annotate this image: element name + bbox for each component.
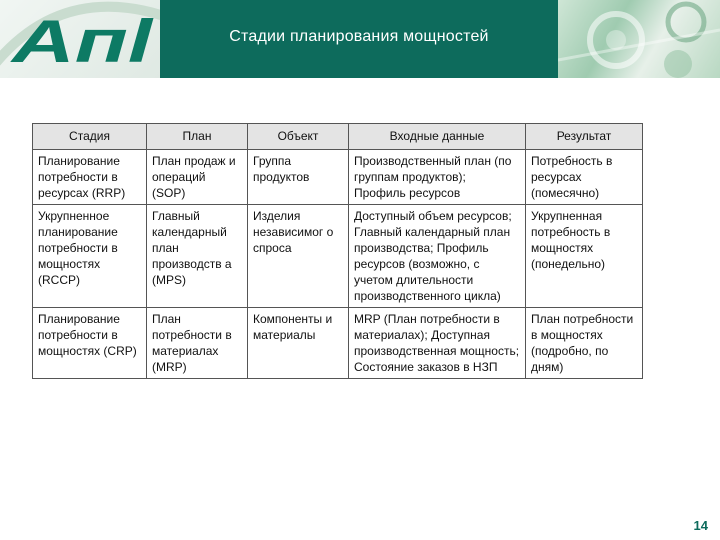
slide-header bbox=[0, 0, 720, 78]
table-cell: Главный календарный план производств а (MPS) bbox=[147, 205, 248, 308]
table-cell: План потребности в мощностях (подробно, по дням) bbox=[526, 308, 643, 379]
title-band bbox=[160, 0, 558, 78]
table-header-row bbox=[33, 124, 643, 150]
table-row bbox=[33, 150, 643, 205]
header-photo-icon bbox=[558, 0, 720, 78]
table-row bbox=[33, 308, 643, 379]
header-photo bbox=[558, 0, 720, 78]
table-cell: Укрупненное планирование потребности в мощностях (RCCP) bbox=[33, 205, 147, 308]
slide-title: Стадии планирования мощностей bbox=[229, 28, 489, 45]
table-cell: План продаж и операций (SOP) bbox=[147, 150, 248, 205]
api-logo-icon bbox=[0, 0, 160, 78]
page-number: 14 bbox=[693, 518, 708, 533]
table-cell: Планирование потребности в мощностях (CRP) bbox=[33, 308, 147, 379]
table-cell: Группа продуктов bbox=[248, 150, 349, 205]
table-cell: Доступный объем ресурсов; Главный календарный план производства; Профиль ресурсов (возможно, с учетом длительности производственного цикла) bbox=[349, 205, 526, 308]
column-header: План bbox=[147, 124, 248, 150]
table-cell: MRP (План потребности в материалах); Доступная производственная мощность; Состояние заказов в НЗП bbox=[349, 308, 526, 379]
capacity-planning-table bbox=[32, 123, 643, 379]
table-cell: Потребность в ресурсах (помесячно) bbox=[526, 150, 643, 205]
logo-text: Aпl bbox=[9, 8, 154, 75]
column-header: Входные данные bbox=[349, 124, 526, 150]
table-cell: Производственный план (по группам продуктов); Профиль ресурсов bbox=[349, 150, 526, 205]
table-cell: Укрупненная потребность в мощностях (понедельно) bbox=[526, 205, 643, 308]
table-row bbox=[33, 205, 643, 308]
column-header: Результат bbox=[526, 124, 643, 150]
table-cell: План потребности в материалах (MRP) bbox=[147, 308, 248, 379]
logo bbox=[0, 0, 160, 78]
table-cell: Изделия независимог о спроса bbox=[248, 205, 349, 308]
column-header: Стадия bbox=[33, 124, 147, 150]
column-header: Объект bbox=[248, 124, 349, 150]
table-cell: Планирование потребности в ресурсах (RRP) bbox=[33, 150, 147, 205]
table-cell: Компоненты и материалы bbox=[248, 308, 349, 379]
